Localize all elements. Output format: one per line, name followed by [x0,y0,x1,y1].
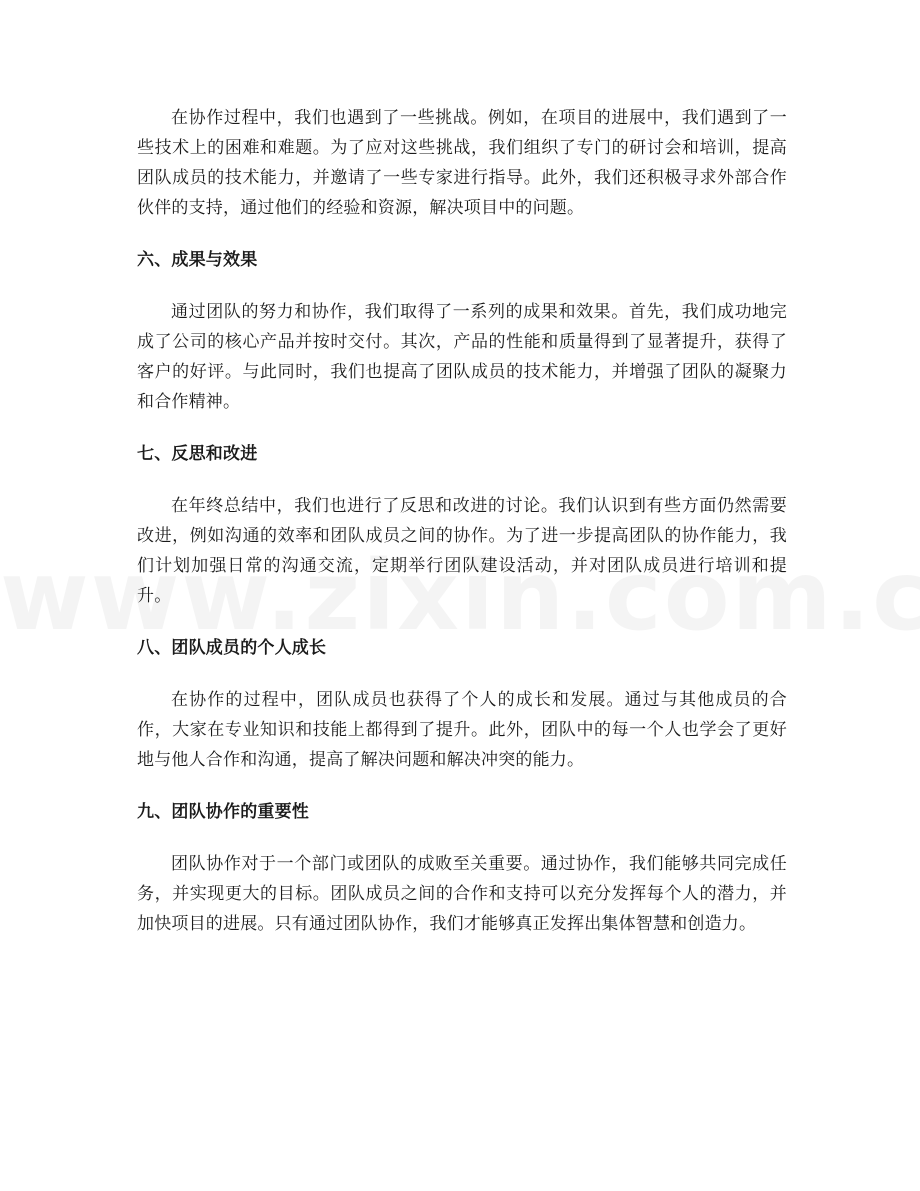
paragraph-importance: 团队协作对于一个部门或团队的成败至关重要。通过协作，我们能够共同完成任务，并实现更大的目标。团队成员之间的合作和支持可以充分发挥每个人的潜力，并加快项目的进展。只有通过团队协作，我们才能够真正发挥出集体智慧和创造力。 [137,854,787,934]
paragraph-personal-growth: 在协作的过程中，团队成员也获得了个人的成长和发展。通过与其他成员的合作，大家在专业知识和技能上都得到了提升。此外，团队中的每一个人也学会了更好地与他人合作和沟通，提高了解决问题和解决冲突的能力。 [137,690,787,770]
section-heading-importance: 九、团队协作的重要性 [137,802,309,822]
paragraph-reflection: 在年终总结中，我们也进行了反思和改进的讨论。我们认识到有些方面仍然需要改进，例如沟通的效率和团队成员之间的协作。为了进一步提高团队的协作能力，我们计划加强日常的沟通交流，定期举行团队建设活动，并对团队成员进行培训和提升。 [137,496,787,606]
paragraph-challenges: 在协作过程中，我们也遇到了一些挑战。例如，在项目的进展中，我们遇到了一些技术上的困难和难题。为了应对这些挑战，我们组织了专门的研讨会和培训，提高团队成员的技术能力，并邀请了一些专家进行指导。此外，我们还积极寻求外部合作伙伴的支持，通过他们的经验和资源，解决项目中的问题。 [137,108,787,218]
section-heading-personal-growth: 八、团队成员的个人成长 [137,638,327,658]
document-body [137,103,787,939]
section-heading-reflection: 七、反思和改进 [137,444,258,464]
paragraph-results: 通过团队的努力和协作，我们取得了一系列的成果和效果。首先，我们成功地完成了公司的核心产品并按时交付。其次，产品的性能和质量得到了显著提升，获得了客户的好评。与此同时，我们也提高了团队成员的技术能力，并增强了团队的凝聚力和合作精神。 [137,302,787,412]
section-heading-results: 六、成果与效果 [137,250,258,270]
